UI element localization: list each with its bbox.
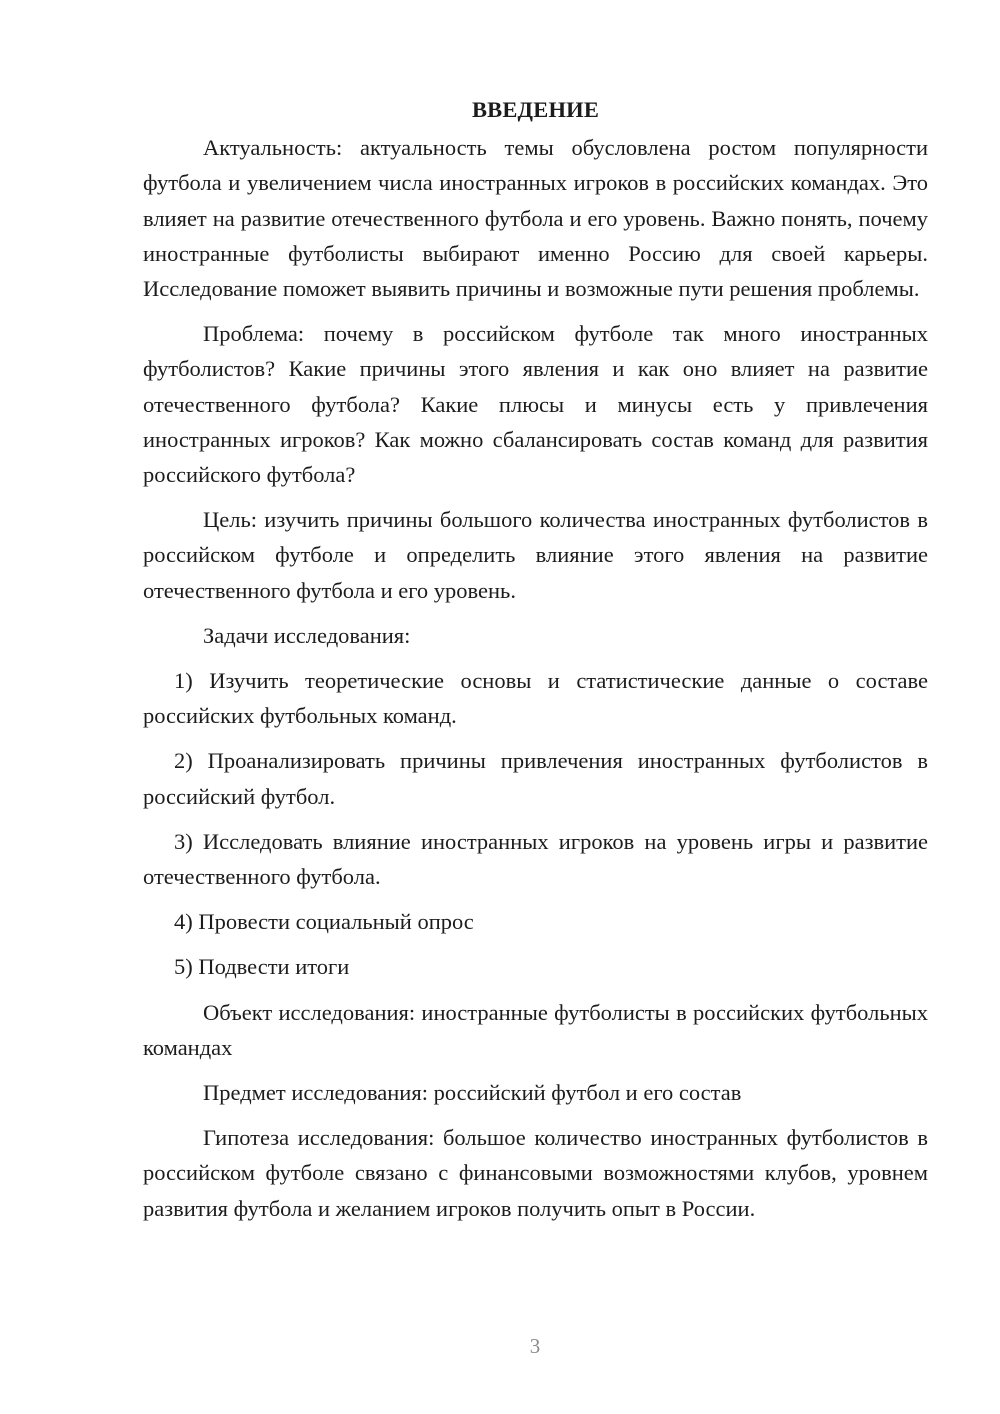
subject-paragraph: Предмет исследования: российский футбол и его состав [203, 1080, 742, 1106]
task-item-5: 5) Подвести итоги [174, 954, 350, 980]
goal-paragraph: Цель: изучить причины большого количества иностранных футболистов в российском футболе и определить влияние этого явления на развитие отечественного футбола и его уровень. [143, 507, 928, 603]
task-item-2: 2) Проанализировать причины привлечения иностранных футболистов в российский футбол. [143, 748, 928, 809]
hypothesis-paragraph: Гипотеза исследования: большое количество иностранных футболистов в российском футболе связано с финансовыми возможностями клубов, уровнем развития футбола и желанием игроков получить опыт в России. [143, 1125, 928, 1221]
task-item-4: 4) Провести социальный опрос [174, 909, 474, 935]
page-number: 3 [529, 1334, 541, 1358]
object-paragraph: Объект исследования: иностранные футболисты в российских футбольных командах [143, 999, 928, 1060]
relevance-paragraph: Актуальность: актуальность темы обусловлена ростом популярности футбола и увеличением числа иностранных игроков в российских командах. Это влияет на развитие отечественного футбола и его уровень. Важно понять, почему иностранные футболисты выбирают именно Россию для своей карьеры. Исследование поможет выявить причины и возможные пути решения проблемы. [143, 135, 928, 302]
task-item-3: 3) Исследовать влияние иностранных игроков на уровень игры и развитие отечественного футбола. [143, 828, 928, 890]
page-content [143, 92, 928, 1236]
task-item-1: 1) Изучить теоретические основы и статистические данные о составе российских футбольных команд. [143, 668, 928, 729]
tasks-heading: Задачи исследования: [203, 622, 411, 648]
page-title: ВВЕДЕНИЕ [471, 97, 600, 122]
problem-paragraph: Проблема: почему в российском футболе так много иностранных футболистов? Какие причины этого явления и как оно влияет на развитие отечественного футбола? Какие плюсы и минусы есть у привлечения иностранных игроков? Как можно сбалансировать состав команд для развития российского футбола? [143, 321, 928, 488]
